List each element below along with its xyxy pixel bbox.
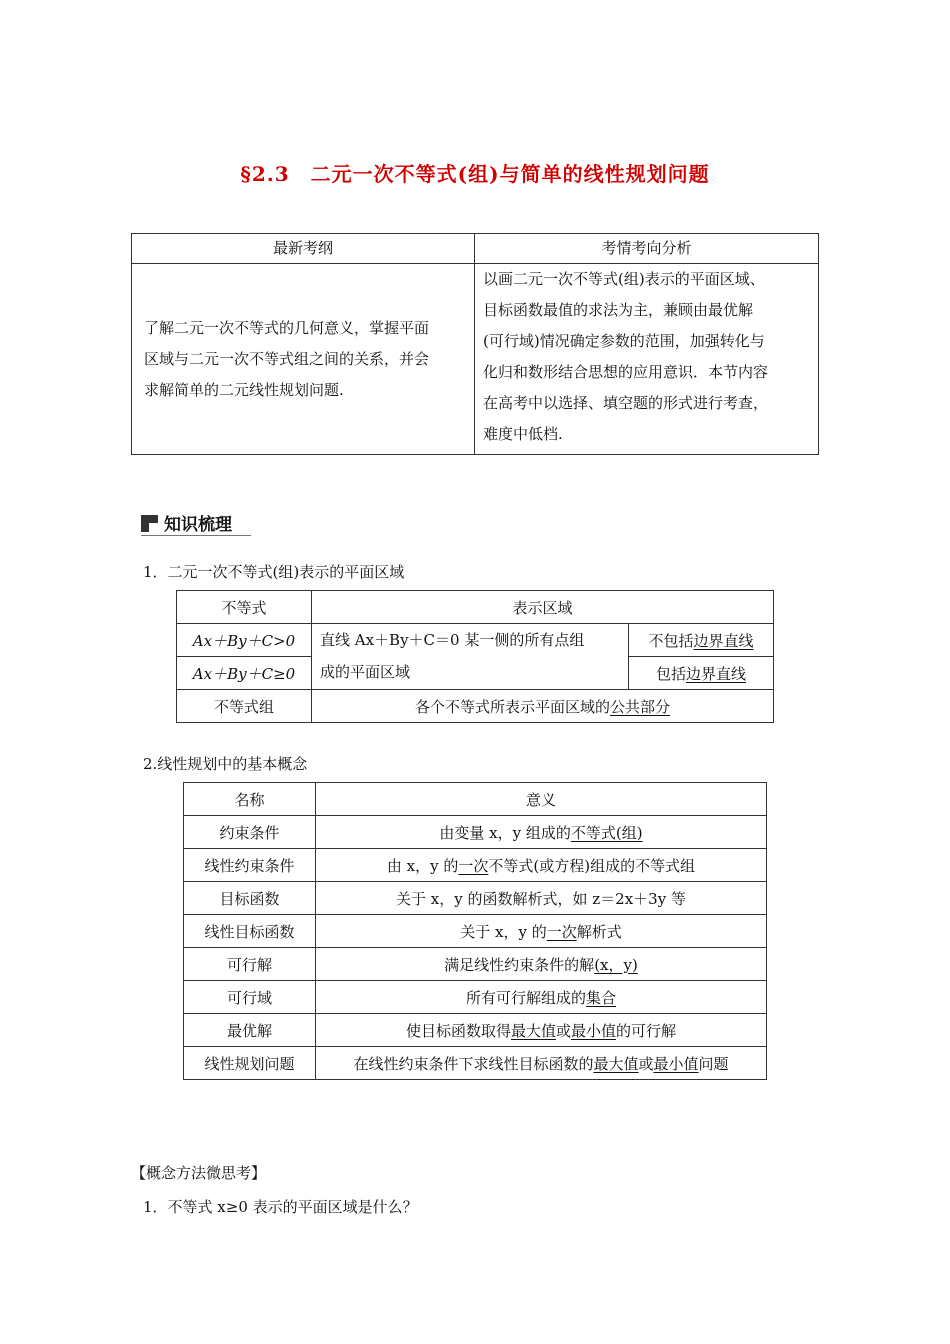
concept-header-meaning: 意义 (316, 783, 767, 816)
concept-row (184, 1047, 767, 1080)
section-heading-text: 知识梳理 (164, 515, 232, 535)
section-marker-icon (141, 515, 158, 532)
concept-blank: 最小值 (653, 1054, 699, 1073)
concept-name: 目标函数 (184, 882, 316, 915)
concept-meaning (316, 1047, 767, 1080)
concept-blank: 最大值 (593, 1054, 639, 1073)
concept-text: 关于 x，y 的函数解析式，如 z＝2x＋3y 等 (396, 889, 686, 908)
region-ineq-nonstrict: Ax＋By＋C≥0 (177, 657, 312, 690)
concept-text: 或 (638, 1054, 654, 1073)
concept-meaning (316, 849, 767, 882)
concept-row (184, 816, 767, 849)
concept-text: 不等式(或方程)组成的不等式组 (488, 856, 696, 875)
outline-analysis-line: (可行域)情况确定参数的范围，加强转化与 (483, 332, 765, 350)
concept-text: 所有可行解组成的 (465, 988, 586, 1007)
outline-analysis-line: 目标函数最值的求法为主，兼顾由最优解 (483, 301, 754, 319)
concept-row (184, 1014, 767, 1047)
region-note-blank: 边界直线 (686, 664, 747, 683)
concept-meaning (316, 915, 767, 948)
think-heading: 【概念方法微思考】 (131, 1164, 267, 1182)
section-underline (141, 535, 251, 536)
outline-syllabus-cell (132, 264, 475, 455)
page-title: §2.3 二元一次不等式(组)与简单的线性规划问题 (240, 162, 710, 186)
concept-text: 关于 x，y 的 (460, 922, 547, 941)
outline-syllabus-line: 了解二元一次不等式的几何意义，掌握平面 (144, 318, 430, 337)
region-system-prefix: 各个不等式所表示平面区域的 (414, 697, 610, 716)
concept-text: 由 x，y 的 (386, 856, 459, 875)
concept-name: 约束条件 (184, 816, 316, 849)
concept-table (183, 782, 767, 1080)
region-ineq-strict: Ax＋By＋C>0 (177, 624, 312, 657)
concept-blank: 不等式(组) (570, 823, 643, 842)
concept-row (184, 948, 767, 981)
concept-name: 线性目标函数 (184, 915, 316, 948)
region-description-line: 成的平面区域 (320, 663, 411, 681)
item-1-heading: 1．二元一次不等式(组)表示的平面区域 (143, 563, 405, 581)
outline-analysis-line: 化归和数形结合思想的应用意识．本节内容 (483, 363, 769, 381)
region-note-prefix: 不包括 (648, 631, 694, 650)
outline-syllabus-line: 区域与二元一次不等式组之间的关系，并会 (144, 349, 430, 368)
region-note-prefix: 包括 (655, 664, 686, 683)
outline-analysis-cell (475, 264, 819, 455)
concept-name: 可行域 (184, 981, 316, 1014)
concept-text: 或 (555, 1021, 571, 1040)
concept-blank: 最小值 (571, 1021, 617, 1040)
concept-blank: (x，y) (594, 955, 638, 974)
question-1: 1．不等式 x≥0 表示的平面区域是什么？ (143, 1198, 418, 1216)
concept-name: 线性规划问题 (184, 1047, 316, 1080)
concept-blank: 集合 (586, 988, 617, 1007)
outline-analysis-line: 难度中低档. (483, 425, 563, 443)
section-heading (141, 510, 232, 535)
region-system-blank: 公共部分 (610, 697, 671, 716)
region-header-inequality: 不等式 (177, 591, 312, 624)
concept-name: 可行解 (184, 948, 316, 981)
concept-meaning (316, 981, 767, 1014)
region-note-strict (629, 624, 774, 657)
concept-text: 解析式 (576, 922, 622, 941)
outline-table (131, 233, 819, 455)
region-table (176, 590, 774, 723)
outline-analysis-line: 在高考中以选择、填空题的形式进行考查， (483, 394, 769, 412)
item-2-heading: 2.线性规划中的基本概念 (143, 755, 308, 773)
region-header-area: 表示区域 (312, 591, 774, 624)
concept-blank: 最大值 (510, 1021, 556, 1040)
outline-header-analysis: 考情考向分析 (475, 234, 819, 264)
outline-syllabus-line: 求解简单的二元线性规划问题. (144, 380, 344, 399)
concept-row (184, 981, 767, 1014)
concept-text: 由变量 x，y 组成的 (439, 823, 571, 842)
region-description-line: 直线 Ax＋By＋C＝0 某一侧的所有点组 (320, 631, 585, 649)
concept-text: 使目标函数取得 (405, 1021, 511, 1040)
concept-header-name: 名称 (184, 783, 316, 816)
concept-row (184, 882, 767, 915)
concept-meaning (316, 882, 767, 915)
region-system-desc (312, 690, 774, 723)
concept-text: 满足线性约束条件的解 (444, 955, 595, 974)
region-note-blank: 边界直线 (693, 631, 754, 650)
concept-text: 问题 (698, 1054, 729, 1073)
concept-blank: 一次 (546, 922, 577, 941)
concept-row (184, 915, 767, 948)
outline-analysis-line: 以画二元一次不等式(组)表示的平面区域、 (483, 270, 765, 288)
concept-row (184, 849, 767, 882)
concept-meaning (316, 948, 767, 981)
concept-name: 最优解 (184, 1014, 316, 1047)
outline-header-syllabus: 最新考纲 (132, 234, 475, 264)
region-description (312, 624, 629, 690)
region-note-nonstrict (629, 657, 774, 690)
region-system-label: 不等式组 (177, 690, 312, 723)
concept-meaning (316, 1014, 767, 1047)
concept-blank: 一次 (458, 856, 489, 875)
concept-name: 线性约束条件 (184, 849, 316, 882)
concept-text: 在线性约束条件下求线性目标函数的 (353, 1054, 594, 1073)
concept-meaning (316, 816, 767, 849)
concept-text: 的可行解 (616, 1021, 677, 1040)
